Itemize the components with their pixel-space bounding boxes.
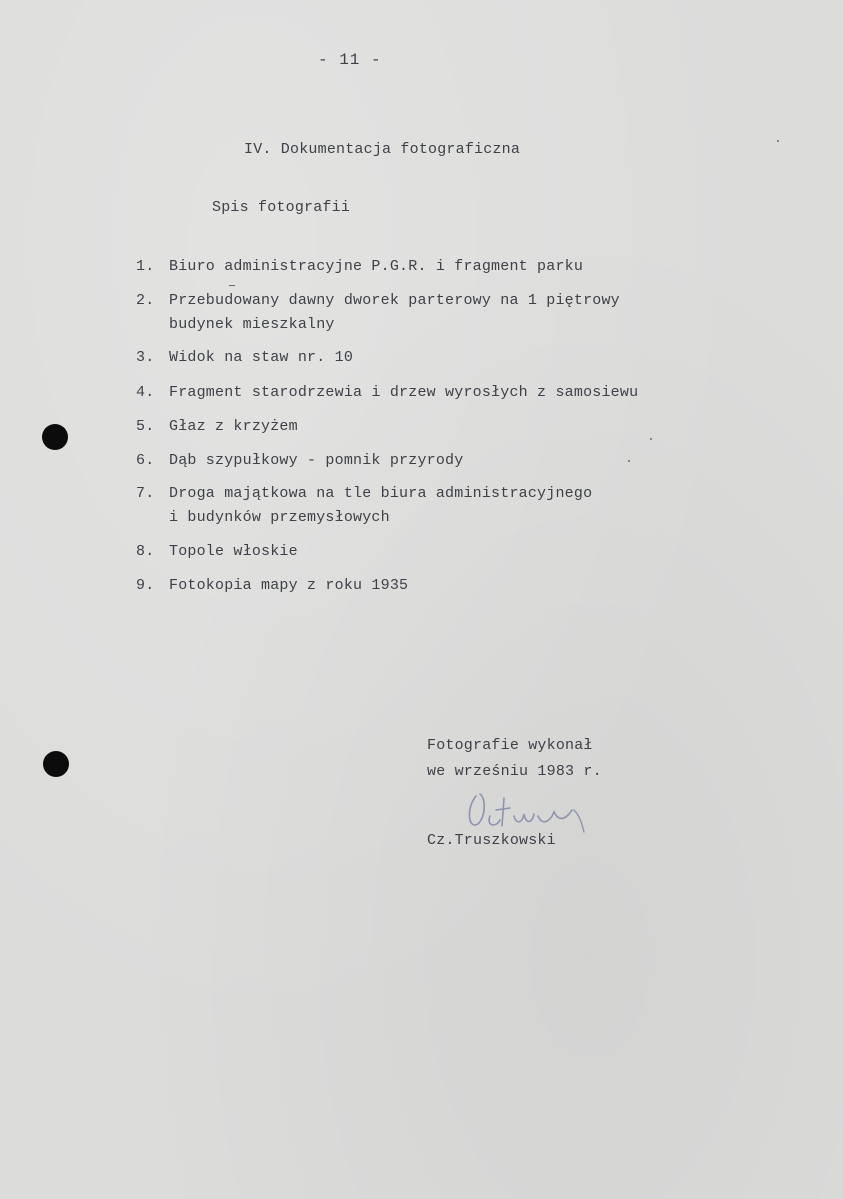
paper-speck — [777, 140, 779, 142]
list-heading: Spis fotografii — [212, 199, 351, 216]
item-number: 8. — [136, 543, 155, 560]
item-text: Droga majątkowa na tle biura administracyjnego — [169, 485, 593, 502]
photographer-name: Cz.Truszkowski — [427, 832, 556, 849]
item-text: Topole włoskie — [169, 543, 298, 560]
paper-speck — [650, 438, 652, 440]
item-number: 1. — [136, 258, 155, 275]
item-number: 6. — [136, 452, 155, 469]
item-text-continued: i budynków przemysłowych — [169, 509, 390, 526]
section-heading: IV. Dokumentacja fotograficzna — [244, 141, 521, 158]
punch-hole — [42, 424, 68, 450]
item-text: Biuro administracyjne P.G.R. i fragment parku — [169, 258, 584, 275]
page-number: - 11 - — [318, 51, 382, 69]
item-text-continued: budynek mieszkalny — [169, 316, 335, 333]
item-number: 2. — [136, 292, 155, 309]
item-text: Przebudowany dawny dworek parterowy na 1 piętrowy — [169, 292, 620, 309]
paper-speck — [229, 285, 235, 286]
item-number: 7. — [136, 485, 155, 502]
photographer-note-line-1: Fotografie wykonał — [427, 737, 593, 754]
item-number: 4. — [136, 384, 155, 401]
item-text: Fotokopia mapy z roku 1935 — [169, 577, 409, 594]
item-number: 9. — [136, 577, 155, 594]
item-text: Fragment starodrzewia i drzew wyrosłych z samosiewu — [169, 384, 639, 401]
item-number: 3. — [136, 349, 155, 366]
item-text: Głaz z krzyżem — [169, 418, 298, 435]
item-text: Widok na staw nr. 10 — [169, 349, 354, 366]
item-number: 5. — [136, 418, 155, 435]
photographer-note-date: we wrześniu 1983 r. — [427, 763, 602, 780]
paper-speck — [628, 460, 630, 462]
punch-hole — [43, 751, 69, 777]
item-text: Dąb szypułkowy - pomnik przyrody — [169, 452, 464, 469]
